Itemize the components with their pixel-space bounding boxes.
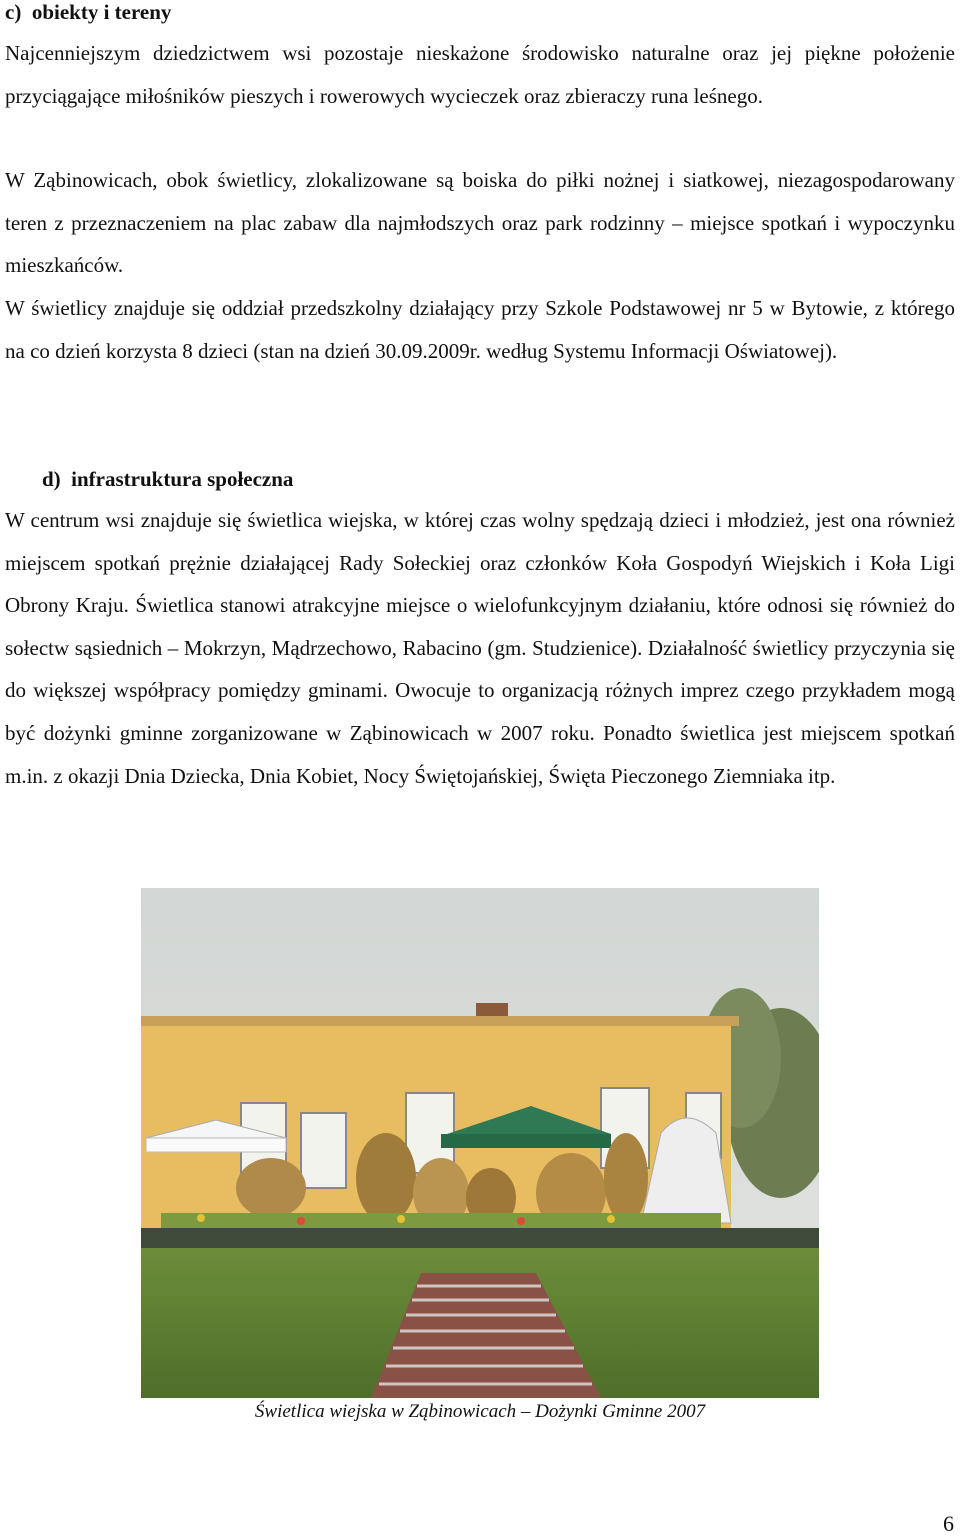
section-c-paragraph-2: W Ząbinowicach, obok świetlicy, zlokalizowane są boiska do piłki nożnej i siatkowej, niezagospodarowany teren z przeznaczeniem na plac zabaw dla najmłodszych oraz park rodzinny – miejsce spotkań i wypoczynku mieszkańców. xyxy=(5,168,955,278)
section-d-paragraph: W centrum wsi znajduje się świetlica wiejska, w której czas wolny spędzają dzieci i młodzież, jest ona również miejscem spotkań prężnie działającej Rady Sołeckiej oraz członków Koła Gospodyń Wiejskich i Koła Ligi Obrony Kraju. Świetlica stanowi atrakcyjne miejsce o wielofunkcyjnym działaniu, które odnosi się również do sołectw sąsiednich – Mokrzyn, Mądrzechowo, Rabacino (gm. Studzienice). Działalność świetlicy przyczynia się do większej współpracy pomiędzy gminami. Owocuje to organizacją różnych imprez czego przykładem mogą być dożynki gminne zorganizowane w Ząbinowicach w 2007 roku. Ponadto świetlica jest miejscem spotkań m.in. z okazji Dnia Dziecka, Dnia Kobiet, Nocy Świętojańskiej, Święta Pieczonego Ziemniaka itp. xyxy=(5,508,955,788)
section-c-paragraph-1: Najcenniejszym dziedzictwem wsi pozostaje nieskażone środowisko naturalne oraz jej piękne położenie przyciągające miłośników pieszych i rowerowych wycieczek oraz zbieraczy runa leśnego. xyxy=(5,41,955,108)
section-d-heading: d) infrastruktura społeczna xyxy=(42,467,294,491)
page-number: 6 xyxy=(943,1511,954,1536)
photo-caption: Świetlica wiejska w Ząbinowicach – Dożynki Gminne 2007 xyxy=(254,1401,706,1422)
section-c-paragraph-3: W świetlicy znajduje się oddział przedszkolny działający przy Szkole Podstawowej nr 5 w Bytowie, z którego na co dzień korzysta 8 dzieci (stan na dzień 30.09.2009r. według Systemu Informacji Oświatowej). xyxy=(5,296,955,363)
community-hall-photo xyxy=(141,888,819,1398)
section-c-heading: c) obiekty i tereny xyxy=(5,0,172,24)
